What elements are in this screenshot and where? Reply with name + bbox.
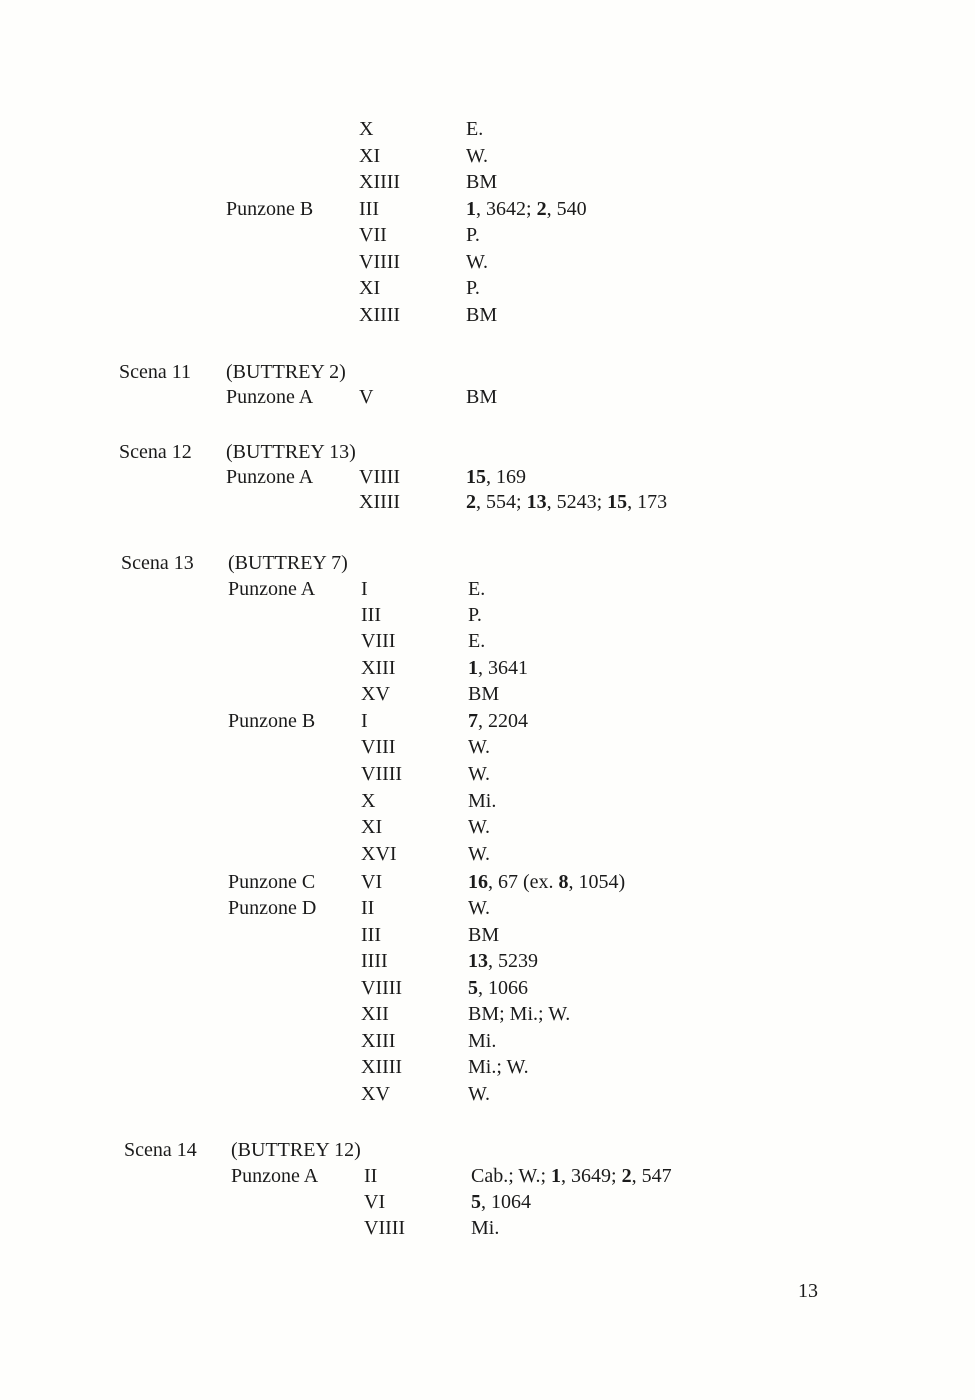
reference-text: W. [466, 145, 489, 167]
reference-text: , 5239 [488, 950, 538, 972]
reference-text: , 1066 [478, 977, 528, 999]
page-number: 13 [798, 1280, 818, 1302]
roman-numeral: IIII [361, 950, 388, 972]
collection-reference [468, 735, 490, 759]
roman-numeral: XV [361, 683, 390, 705]
volume-number: 1 [466, 198, 476, 220]
roman-numeral: V [359, 386, 374, 408]
volume-number: 1 [551, 1165, 562, 1187]
reference-text: BM [466, 171, 498, 193]
roman-numeral: VI [361, 871, 383, 893]
volume-number: 5 [468, 977, 478, 999]
reference-text: BM [466, 386, 498, 408]
roman-numeral: VI [364, 1191, 386, 1213]
reference-text: , 540 [546, 198, 587, 220]
volume-number: 16 [468, 871, 488, 893]
reference-text: , 1054) [568, 871, 626, 893]
volume-number: 7 [468, 710, 478, 732]
collection-reference [468, 923, 499, 947]
reference-text: Mi.; W. [468, 1056, 529, 1078]
roman-numeral: VIIII [361, 977, 403, 999]
reference-text: BM; Mi.; W. [468, 1003, 571, 1025]
reference-text: P. [468, 604, 482, 626]
collection-reference [466, 490, 667, 514]
roman-numeral: XIII [361, 657, 396, 679]
roman-numeral: VII [359, 224, 387, 246]
volume-number: 15 [466, 466, 486, 488]
reference-text: , 1064 [481, 1191, 531, 1213]
reference-text: BM [466, 304, 498, 326]
reference-text: W. [468, 816, 491, 838]
reference-text: Mi. [468, 1030, 497, 1052]
reference-text: Cab.; W.; [471, 1165, 552, 1187]
punzone-label: Punzone B [228, 710, 316, 732]
buttrey-reference: (BUTTREY 2) [226, 361, 346, 383]
roman-numeral: VIIII [361, 763, 403, 785]
collection-reference [468, 1002, 570, 1026]
volume-number: 15 [607, 491, 628, 513]
roman-numeral: XIIII [359, 171, 401, 193]
collection-reference [468, 789, 496, 813]
collection-reference [468, 1029, 496, 1053]
scena-heading: Scena 14 [124, 1139, 197, 1161]
scena-heading: Scena 11 [119, 361, 192, 383]
reference-text: BM [468, 924, 500, 946]
collection-reference [471, 1164, 672, 1188]
roman-numeral: XI [359, 145, 381, 167]
volume-number: 13 [468, 950, 488, 972]
roman-numeral: XI [359, 277, 381, 299]
collection-reference [468, 1082, 490, 1106]
reference-text: W. [468, 1083, 491, 1105]
punzone-label: Punzone D [228, 897, 317, 919]
punzone-label: Punzone B [226, 198, 314, 220]
reference-text: , 3649; [561, 1165, 622, 1187]
collection-reference [466, 197, 587, 221]
roman-numeral: I [361, 710, 368, 732]
roman-numeral: XIIII [361, 1056, 403, 1078]
roman-numeral: XII [361, 1003, 389, 1025]
collection-reference [466, 250, 488, 274]
collection-reference [468, 976, 528, 1000]
collection-reference [468, 896, 490, 920]
collection-reference [468, 577, 485, 601]
punzone-label: Punzone A [226, 466, 314, 488]
reference-text: Mi. [468, 790, 497, 812]
collection-reference [466, 170, 497, 194]
volume-number: 2 [466, 491, 476, 513]
roman-numeral: VIIII [359, 466, 401, 488]
collection-reference [471, 1190, 531, 1214]
collection-reference [468, 949, 538, 973]
roman-numeral: XV [361, 1083, 390, 1105]
collection-reference [466, 117, 483, 141]
collection-reference [466, 276, 480, 300]
roman-numeral: XIII [361, 1030, 396, 1052]
roman-numeral: XVI [361, 843, 397, 865]
reference-text: W. [468, 763, 491, 785]
roman-numeral: VIII [361, 736, 396, 758]
roman-numeral: XI [361, 816, 383, 838]
collection-reference [468, 842, 490, 866]
punzone-label: Punzone A [228, 578, 316, 600]
volume-number: 8 [558, 871, 569, 893]
buttrey-reference: (BUTTREY 7) [228, 552, 348, 574]
roman-numeral: X [359, 118, 374, 140]
collection-reference [466, 144, 488, 168]
reference-text: W. [466, 251, 489, 273]
reference-text: , 547 [631, 1165, 672, 1187]
collection-reference [468, 815, 490, 839]
collection-reference [468, 1055, 529, 1079]
reference-text: , 3641 [478, 657, 528, 679]
collection-reference [468, 762, 490, 786]
reference-text: E. [466, 118, 484, 140]
roman-numeral: III [361, 924, 381, 946]
reference-text: , 5243; [546, 491, 608, 513]
buttrey-reference: (BUTTREY 13) [226, 441, 356, 463]
reference-text: , 3642; [476, 198, 537, 220]
reference-text: , 169 [486, 466, 526, 488]
roman-numeral: I [361, 578, 368, 600]
roman-numeral: VIII [361, 630, 396, 652]
roman-numeral: VIIII [359, 251, 401, 273]
collection-reference [466, 385, 497, 409]
punzone-label: Punzone C [228, 871, 316, 893]
punzone-label: Punzone A [231, 1165, 319, 1187]
reference-text: W. [468, 897, 491, 919]
collection-reference [471, 1216, 499, 1240]
reference-text: , 67 (ex. [488, 871, 559, 893]
collection-reference [466, 465, 526, 489]
volume-number: 2 [536, 198, 547, 220]
reference-text: , 173 [627, 491, 668, 513]
roman-numeral: III [359, 198, 379, 220]
scena-heading: Scena 12 [119, 441, 192, 463]
reference-text: E. [468, 578, 486, 600]
roman-numeral: XIIII [359, 491, 401, 513]
roman-numeral: II [361, 897, 375, 919]
volume-number: 2 [621, 1165, 632, 1187]
reference-text: W. [468, 843, 491, 865]
collection-reference [468, 870, 625, 894]
reference-text: BM [468, 683, 500, 705]
punzone-label: Punzone A [226, 386, 314, 408]
buttrey-reference: (BUTTREY 12) [231, 1139, 361, 1161]
reference-text: P. [466, 224, 480, 246]
roman-numeral: VIIII [364, 1217, 406, 1239]
reference-text: , 554; [476, 491, 527, 513]
reference-text: , 2204 [478, 710, 528, 732]
scena-heading: Scena 13 [121, 552, 194, 574]
collection-reference [468, 629, 485, 653]
roman-numeral: III [361, 604, 381, 626]
roman-numeral: II [364, 1165, 378, 1187]
volume-number: 1 [468, 657, 478, 679]
reference-text: Mi. [471, 1217, 500, 1239]
volume-number: 13 [526, 491, 547, 513]
volume-number: 5 [471, 1191, 481, 1213]
collection-reference [466, 303, 497, 327]
roman-numeral: XIIII [359, 304, 401, 326]
collection-reference [468, 709, 528, 733]
collection-reference [468, 682, 499, 706]
collection-reference [468, 603, 482, 627]
reference-text: W. [468, 736, 491, 758]
roman-numeral: X [361, 790, 376, 812]
reference-text: E. [468, 630, 486, 652]
collection-reference [468, 656, 528, 680]
collection-reference [466, 223, 480, 247]
reference-text: P. [466, 277, 480, 299]
